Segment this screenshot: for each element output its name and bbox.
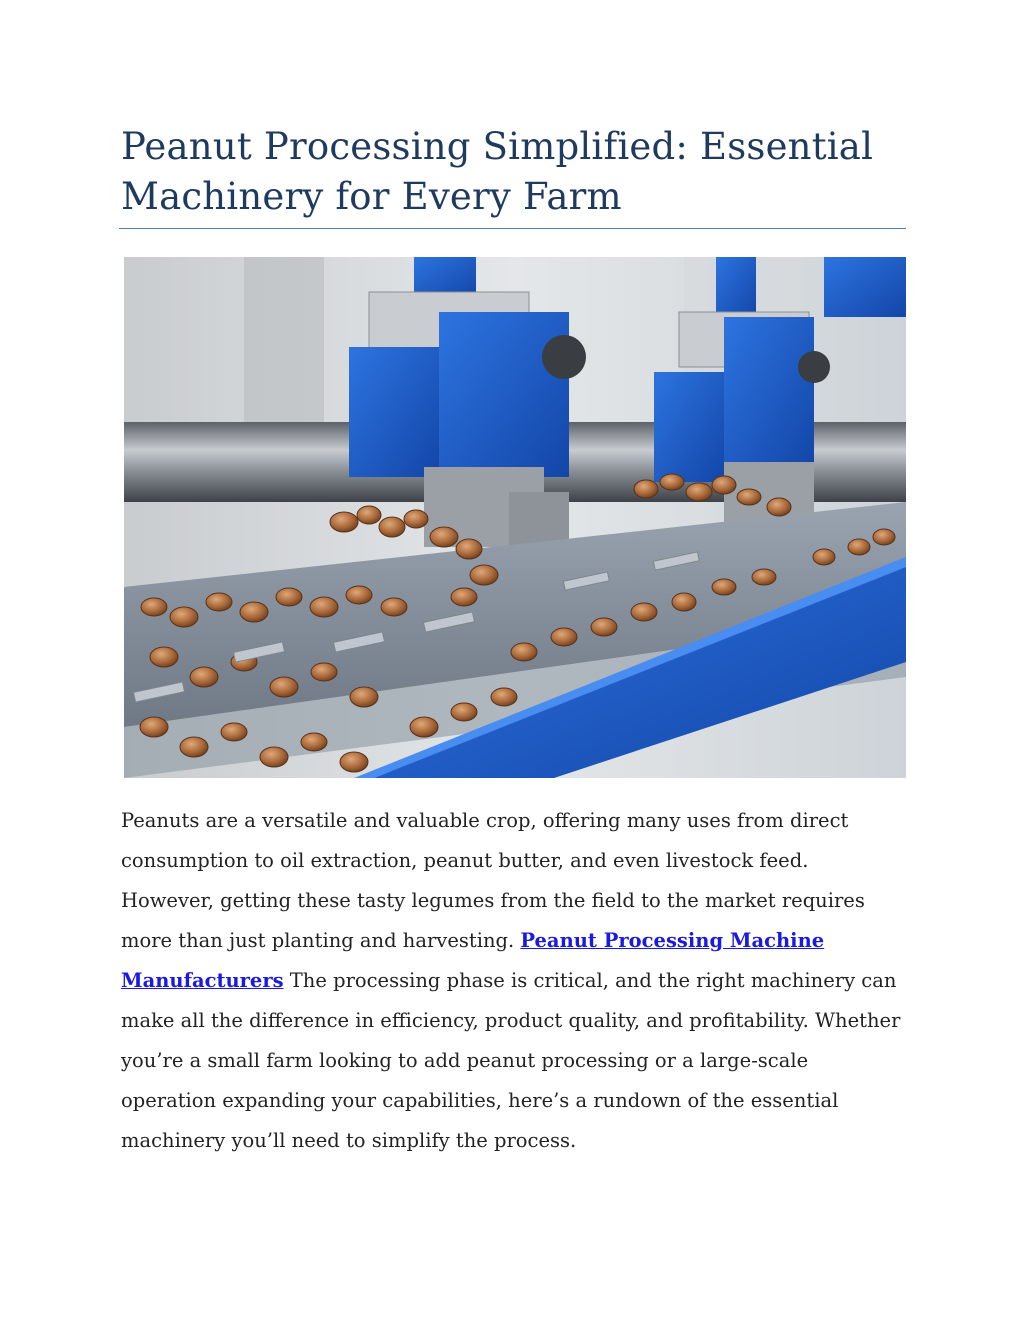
intro-text-before-link: Peanuts are a versatile and valuable crop, offering many uses from direct consumption to oil extraction, peanut butter, and even livestock feed. However, getting these tasty legumes from the field to the market requires more than just planting and harvesting.: [121, 809, 865, 952]
intro-text-after-link: The processing phase is critical, and the right machinery can make all the difference in efficiency, product quality, and profitability. Whether you’re a small farm looking to add peanut processing or a large-scale operation expanding your capabilities, here’s a rundown of the essential machinery you’ll need to simplify the process.: [121, 969, 901, 1152]
page-title: Peanut Processing Simplified: Essential Machinery for Every Farm: [121, 125, 874, 218]
intro-paragraph: [121, 801, 901, 1161]
title-divider: [119, 228, 906, 229]
manufacturers-link[interactable]: Peanut Processing Machine Manufacturers: [121, 929, 825, 992]
hero-image: [124, 257, 906, 778]
